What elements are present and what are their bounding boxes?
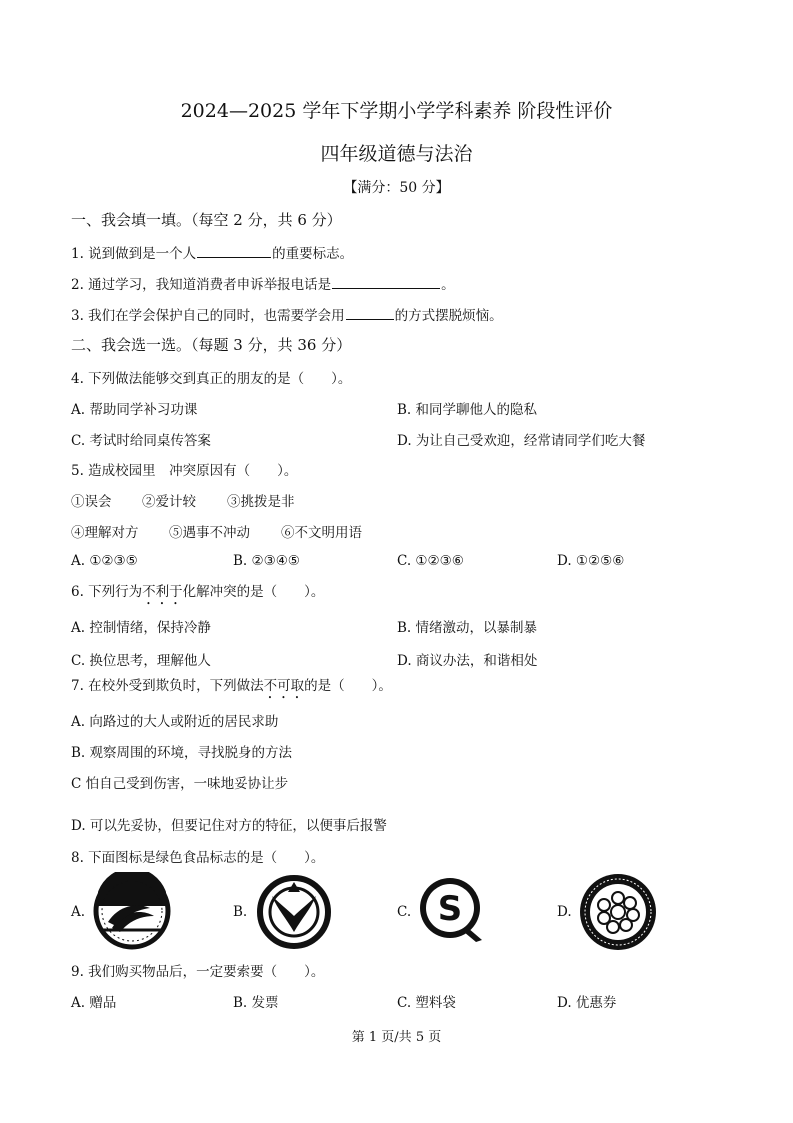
question-7-option-b: B. 观察周围的环境，寻找脱身的方法: [71, 745, 293, 761]
question-8-option-c-label: C.: [397, 904, 412, 920]
question-6-stem-before: 6. 下列行为: [71, 584, 143, 600]
question-3-text-after: 的方式摆脱烦恼。: [394, 308, 503, 324]
question-9-option-d: D. 优惠券: [557, 995, 617, 1011]
full-score: 【满分：50 分】: [343, 180, 450, 196]
question-5-item-1: ①误会: [71, 494, 112, 510]
question-9-option-c: C. 塑料袋: [397, 995, 456, 1011]
page-number: 第 1 页/共 5 页: [351, 1030, 442, 1045]
question-5-item-6: ⑥不文明用语: [281, 525, 362, 541]
question-5-item-5: ⑤遇事不冲动: [169, 525, 250, 541]
question-7-option-c: C 怕自己受到伤害，一味地妥协让步: [71, 776, 289, 792]
question-9-option-b: B. 发票: [233, 995, 279, 1011]
question-6-option-d: D. 商议办法，和谐相处: [397, 653, 538, 669]
question-5-option-c: C. ①②③⑥: [397, 553, 464, 569]
question-3: [71, 304, 503, 324]
question-4-option-c: C. 考试时给同桌传答案: [71, 433, 211, 449]
question-2-text-after: 。: [441, 277, 455, 293]
question-2-text-before: 2. 通过学习，我知道消费者申诉举报电话是: [71, 277, 332, 293]
question-6-stem-after: 化解冲突的是（ ）。: [182, 584, 325, 600]
green-food-logo-icon: [254, 874, 334, 950]
question-7-emphasis: 不可取: [263, 678, 305, 694]
answer-blank-3: [346, 305, 394, 320]
question-6-option-c: C. 换位思考，理解他人: [71, 653, 211, 669]
question-5-option-a: A. ①②③⑤: [71, 553, 138, 569]
question-9-stem: 9. 我们购买物品后，一定要索要（ ）。: [71, 964, 325, 980]
question-5-item-3: ③挑拨是非: [227, 494, 295, 510]
question-4-option-a: A. 帮助同学补习功课: [71, 402, 198, 418]
section-1-heading: 一、我会填一填。（每空 2 分，共 6 分）: [71, 211, 342, 229]
question-4-stem: 4. 下列做法能够交到真正的朋友的是（ ）。: [71, 371, 352, 387]
question-1: [71, 242, 353, 262]
question-1-text-after: 的重要标志。: [272, 246, 354, 262]
question-7-option-a: A. 向路过的大人或附近的居民求助: [71, 714, 279, 730]
svg-text:S: S: [437, 889, 463, 929]
question-8-option-b-label: B.: [233, 904, 248, 920]
question-5-stem: 5. 造成校园里 冲突原因有（ ）。: [71, 463, 298, 479]
question-8-option-a-label: A.: [71, 904, 86, 920]
exam-title: 2024—2025 学年下学期小学学科素养 阶段性评价: [180, 100, 613, 122]
question-6-option-b: B. 情绪激动，以暴制暴: [397, 620, 538, 636]
exam-subtitle: 四年级道德与法治: [320, 143, 473, 165]
question-5-item-4: ④理解对方: [71, 525, 139, 541]
question-7-stem: [71, 674, 392, 702]
question-6-stem: [71, 580, 324, 608]
answer-blank-1: [197, 243, 271, 258]
question-5-option-d: D. ①②⑤⑥: [557, 553, 625, 569]
question-4-option-b: B. 和同学聊他人的隐私: [397, 402, 538, 418]
answer-blank-2: [332, 274, 440, 289]
question-7-stem-after: 的是（ ）。: [304, 678, 392, 694]
question-1-text-before: 1. 说到做到是一个人: [71, 246, 197, 262]
question-6-option-a: A. 控制情绪，保持冷静: [71, 620, 211, 636]
question-5-option-b: B. ②③④⑤: [233, 553, 300, 569]
question-2: [71, 273, 455, 293]
question-6-emphasis: 不利于: [142, 584, 183, 600]
eco-label-logo-icon: [92, 872, 172, 950]
question-9-option-a: A. 赠品: [71, 995, 117, 1011]
question-8-stem: 8. 下面图标是绿色食品标志的是（ ）。: [71, 850, 325, 866]
question-7-option-d: D. 可以先妥协，但要记住对方的特征，以便事后报警: [71, 818, 387, 834]
question-8-option-d-label: D.: [557, 904, 572, 920]
section-2-heading: 二、我会选一选。（每题 3 分，共 36 分）: [71, 336, 352, 354]
qs-logo-icon: [416, 876, 488, 944]
question-3-text-before: 3. 我们在学会保护自己的同时，也需要学会用: [71, 308, 345, 324]
question-7-stem-before: 7. 在校外受到欺负时，下列做法: [71, 678, 264, 694]
question-4-option-d: D. 为让自己受欢迎，经常请同学们吃大餐: [397, 433, 646, 449]
environmental-label-logo-icon: [577, 872, 659, 952]
question-5-item-2: ②爱计较: [142, 494, 196, 510]
